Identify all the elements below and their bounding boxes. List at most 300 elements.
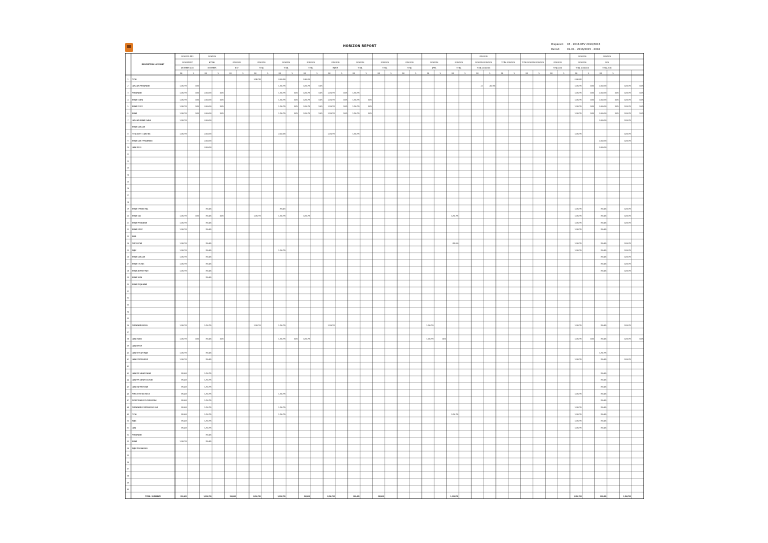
row-number: 21 (127, 223, 129, 225)
group-header-bottom: TOTAL (259, 68, 264, 70)
row-number: 37 (127, 332, 129, 334)
row-number: 34 (127, 312, 129, 314)
cell-value: 390,405 (205, 339, 212, 341)
cell-value: 390,405 (600, 421, 607, 423)
sub-header: % (513, 73, 516, 75)
company-logo (125, 43, 133, 52)
row-number: 4 (127, 100, 129, 102)
row-number: 54 (127, 449, 129, 451)
cell-value: 390,405 (205, 257, 212, 259)
spreadsheet-svg (125, 53, 644, 499)
cell-value: 1,256,795 (179, 264, 187, 266)
row-label: BEBAN (132, 113, 138, 115)
cell-value: 100% (367, 113, 372, 115)
cell-value: 1,256,795 (352, 113, 360, 115)
cell-value: 1,256,795 (623, 243, 632, 245)
cell-value: 1,256,795 (179, 243, 187, 245)
cell-value: 390,405 (205, 264, 212, 266)
row-label: KEPENTINGAN NON PENGENDALI (132, 401, 157, 403)
row-number: 12 (127, 161, 129, 163)
cell-value: 1,256,795 (179, 134, 187, 136)
cell-value: 1,256,795 (179, 442, 187, 444)
row-label: PAJAK (132, 421, 137, 423)
cell-value: 1,256,795 (574, 428, 582, 430)
sub-header: IDR (352, 73, 356, 75)
cell-value: 1,256,795 (574, 421, 582, 423)
cell-value: 2,060,090 (204, 134, 212, 136)
cell-value: 1,256,795 (179, 223, 187, 225)
cell-value: 1,256,795 (179, 120, 187, 122)
group-header-bottom: TOTAL 2016 (553, 68, 563, 70)
cell-value: 1,256,795 (451, 216, 459, 218)
row-label: PENDAPATAN (132, 93, 142, 95)
cell-value: 2,060,090 (599, 86, 607, 88)
cell-value: 1,256,795 (179, 360, 187, 362)
cell-value: 1,256,795 (327, 325, 335, 327)
row-number: 35 (127, 319, 129, 321)
cell-value: 100% (219, 100, 224, 102)
row-label: BEBAN POKOK (132, 107, 143, 109)
cell-value: 1,256,795 (303, 86, 311, 88)
group-header-mid: TOTAL 2016/2016/2016/2016 (521, 63, 544, 64)
row-label: LABA PER SAHAM DASAR (132, 373, 151, 375)
cell-value: 1,256,795 (426, 325, 434, 327)
row-label: BEBAN LAIN / PENDAPATAN (132, 141, 153, 143)
cell-value: 1,256,795 (623, 107, 632, 109)
meta-key: Prepared: (551, 43, 564, 46)
cell-value: 100% (614, 93, 619, 95)
cell-value: 1,256,795 (179, 113, 187, 115)
group-header-mid: ACTUAL (209, 63, 215, 64)
cell-value: 1,256,795 (574, 394, 582, 396)
cell-value: 100% (343, 113, 348, 115)
cell-value: 1,256,795 (327, 100, 335, 102)
row-number: 29 (127, 278, 129, 280)
cell-value: 1,256,795 (623, 360, 632, 362)
totals-cell-value: 390,405 (229, 496, 237, 498)
group-header-mid: 2016/2016 (232, 63, 241, 64)
cell-value: 1,256,795 (574, 216, 582, 218)
cell-value: 2,060,090 (599, 148, 607, 150)
cell-value: 100% (195, 339, 200, 341)
sub-header: IDR (426, 73, 430, 75)
cell-value: 390,405 (600, 209, 607, 211)
group-header-mid: 2016 BUDGET (182, 63, 193, 64)
sub-header: % (291, 73, 293, 75)
row-label: BEBAN UMUM (132, 230, 143, 232)
cell-value: 1,256,795 (204, 414, 212, 416)
cell-value: 1,256,795 (623, 216, 632, 218)
cell-value: 100% (639, 339, 644, 341)
row-label: PENDAPATAN KOMPREHENSIF LAIN (132, 408, 158, 410)
totals-cell-value: 390,405 (353, 496, 360, 498)
row-number: 8 (127, 134, 129, 136)
row-label: BEBAN UTILITAS (132, 264, 145, 266)
spreadsheet-table (125, 53, 644, 499)
cell-value: 2,060,090 (204, 93, 212, 95)
cell-value: 1,256,795 (303, 100, 311, 102)
cell-value: 2,060,090 (204, 120, 212, 122)
report-title: HORIZON REPORT (343, 44, 377, 48)
cell-value: 2,060,090 (204, 148, 212, 150)
cell-value: 1,256,795 (352, 134, 360, 136)
cell-value: 1,256,795 (204, 394, 212, 396)
row-number: 39 (127, 346, 129, 348)
group-header-top: 2016/2016 (479, 57, 488, 59)
cell-value: 2,060,090 (599, 100, 607, 102)
row-label: BEBAN USAHA (132, 100, 143, 102)
row-number: 5 (127, 107, 129, 109)
sub-header: % (563, 73, 565, 75)
sub-header: IDR (180, 73, 183, 75)
cell-value: 2,060,090 (204, 141, 212, 143)
cell-value: 1,256,795 (327, 134, 335, 136)
cell-value: 1,256,795 (253, 216, 261, 218)
table-border (125, 53, 644, 499)
cell-value: 390,405 (600, 264, 607, 266)
cell-value: 1,256,795 (303, 113, 311, 115)
cell-value: 1,256,795 (599, 353, 607, 355)
row-label: BEBAN ADMINISTRASI (132, 271, 149, 273)
sub-header: IDR (229, 73, 232, 75)
cell-value: 1,256,795 (574, 107, 582, 109)
cell-value: 100% (639, 93, 644, 95)
row-number: 45 (127, 387, 129, 389)
row-label: LABA PER SAHAM DILUSIAN (132, 380, 153, 382)
row-label: BEBAN (132, 442, 138, 444)
sub-header: IDR (377, 73, 380, 75)
sub-header: % (612, 73, 614, 75)
row-number: 2 (127, 86, 129, 88)
cell-value: 390,405 (600, 250, 607, 252)
sub-header: % (439, 73, 441, 75)
cell-value: 390,405 (600, 230, 607, 232)
row-number: 11 (127, 155, 129, 157)
cell-value: 390,405 (180, 428, 187, 430)
cell-value: 1,256,795 (204, 401, 212, 403)
row-label: LABA KOMPREHENSIF (132, 360, 149, 362)
cell-value: 100% (343, 100, 348, 102)
row-number: 32 (127, 298, 129, 300)
cell-value: 100% (639, 100, 644, 102)
cell-value: 390,405 (600, 401, 607, 403)
cell-value: 2,060,090 (303, 79, 311, 81)
row-number: 16 (127, 189, 129, 191)
cell-value: 100% (219, 107, 224, 109)
row-label: LAIN-LAIN BEBAN USAHA (132, 120, 151, 122)
cell-value: 100% (318, 100, 323, 102)
cell-value: 390,405 (205, 278, 212, 280)
row-number: 36 (127, 325, 129, 327)
cell-value: 1,256,795 (179, 257, 187, 259)
group-header-mid: 2016/2016 (306, 63, 315, 64)
row-label: TOTAL (132, 414, 137, 416)
cell-value: 1,256,795 (179, 107, 187, 109)
group-header-top: 2016/2016 (207, 57, 217, 59)
row-number: 31 (127, 291, 129, 293)
cell-value: 1,256,795 (278, 100, 286, 102)
row-number: 30 (127, 284, 129, 286)
cell-value: 390,405 (600, 380, 607, 382)
row-label: BEBAN SEWA (132, 278, 142, 280)
cell-value: 390,405 (600, 325, 607, 327)
cell-value: 1,256,795 (303, 107, 311, 109)
row-number: 59 (127, 483, 129, 485)
cell-value: 285,000 (452, 243, 459, 245)
meta-row-period (551, 48, 600, 53)
totals-cell-value: 1,256,795 (573, 496, 582, 498)
cell-value: 100% (614, 107, 619, 109)
cell-value: 1,256,795 (352, 100, 360, 102)
group-header-bottom: DECEMBER 2015 (180, 68, 194, 70)
row-number: 9 (127, 141, 129, 143)
cell-value: 1,256,795 (278, 394, 286, 396)
row-label: LABA SETELAH PAJAK (132, 353, 148, 355)
meta-key: Period: (551, 47, 560, 51)
cell-value: 100% (614, 100, 619, 102)
row-label: PENDAPATAN (132, 435, 142, 437)
cell-value: 1,256,795 (574, 243, 582, 245)
cell-value: 100% (590, 113, 595, 115)
cell-value: 1,256,795 (303, 93, 311, 95)
sub-header: % (341, 73, 343, 75)
cell-value: 390,405 (180, 380, 187, 382)
group-header-mid: TOTAL 2016/2016 (501, 63, 515, 64)
row-number: 19 (127, 209, 129, 211)
group-header-mid: 2016/2016 (578, 63, 587, 64)
group-header-bottom: TOTAL (456, 68, 462, 70)
group-header-bottom: TOTAL 2016/2016 (476, 68, 491, 70)
sub-header: IDR (525, 73, 528, 75)
group-header-bottom: TOTAL 2016 (602, 68, 612, 70)
cell-value: 1,256,795 (278, 216, 286, 218)
cell-value: 2,060,090 (204, 113, 212, 115)
row-number: 17 (127, 196, 129, 198)
cell-value: 390,405 (600, 428, 607, 430)
cell-value: 1,256,795 (179, 339, 187, 341)
cell-value: 100% (293, 93, 298, 95)
cell-value: 1,256,795 (574, 360, 582, 362)
totals-cell-value: 390,405 (600, 496, 607, 498)
cell-value: 100% (639, 113, 644, 115)
cell-value: 1,256,795 (179, 216, 187, 218)
cell-value: 390,405 (279, 209, 286, 211)
row-number: 53 (127, 442, 129, 444)
cell-value: 1,256,795 (451, 414, 459, 416)
cell-value: 100% (590, 100, 595, 102)
totals-cell-value: 1,256,795 (623, 496, 632, 498)
cell-value: 1,256,795 (179, 86, 187, 88)
cell-value: 1,256,795 (204, 380, 212, 382)
cell-value: 1,256,795 (574, 86, 582, 88)
group-header-mid: 2016/2016 (454, 63, 463, 64)
cell-value: 1,256,795 (179, 325, 187, 327)
row-number: 13 (127, 168, 129, 170)
group-header-mid: 2016/2016 (430, 63, 439, 64)
cell-value: 2,060,090 (574, 79, 582, 81)
sub-header: % (390, 73, 392, 75)
cell-value: 390,405 (600, 216, 607, 218)
row-number: 49 (127, 414, 129, 416)
cell-value: 390,405 (600, 243, 607, 245)
row-label: LABA BERSIH (132, 346, 142, 348)
cell-value: 1,256,795 (623, 113, 632, 115)
group-header-top: 2016/2016 (578, 57, 587, 59)
row-label: BEBAN LAIN-LAIN (132, 257, 146, 259)
cell-value: 2,060,090 (599, 107, 607, 109)
cell-value: 1,256,795 (204, 408, 212, 410)
cell-value: 390,405 (180, 401, 187, 403)
cell-value: 2,060,090 (599, 141, 607, 143)
cell-value: 1,256,795 (574, 230, 582, 232)
cell-value: 100% (219, 216, 224, 218)
row-number: 25 (127, 250, 129, 252)
cell-value: 1,256,795 (278, 339, 286, 341)
meta-value: 03 · 2016 REV 2016/3015 (567, 43, 601, 46)
cell-value: 390,405 (600, 271, 607, 273)
row-number: 42 (127, 367, 129, 369)
group-header-bottom: TOTAL (308, 68, 314, 70)
totals-cell-value: 1,256,795 (277, 496, 286, 498)
cell-value: 2,060,090 (599, 120, 607, 122)
cell-value: 1,256,795 (574, 93, 582, 95)
cell-value: 390,405 (205, 243, 212, 245)
cell-value: 2,060,090 (278, 79, 286, 81)
row-number: 48 (127, 408, 129, 410)
sub-header: IDR (303, 73, 306, 75)
row-number: 60 (127, 490, 129, 492)
cell-value: 1,256,795 (204, 421, 212, 423)
row-label: BEBAN PERJALANAN (132, 284, 148, 286)
row-number: 58 (127, 476, 129, 478)
sub-header: IDR (278, 73, 282, 75)
row-number: 56 (127, 462, 129, 464)
report-meta (551, 43, 600, 52)
totals-cell-value: 390,405 (180, 496, 187, 498)
group-header-mid: 2016/2016 (282, 63, 291, 64)
sub-header: % (242, 73, 244, 75)
cell-value: 100% (293, 339, 298, 341)
cell-value: 1,256,795 (574, 339, 582, 341)
cell-value: 100% (318, 113, 323, 115)
row-number: 20 (127, 216, 129, 218)
row-number: 24 (127, 243, 129, 245)
cell-value: 1,256,795 (327, 107, 335, 109)
row-number: 1 (127, 79, 129, 81)
cell-value: 1,256,795 (179, 100, 187, 102)
cell-value: 100% (293, 113, 298, 115)
totals-cell-value: 390,405 (303, 496, 311, 498)
cell-value: 390,405 (205, 230, 212, 232)
cell-value: 100% (293, 107, 298, 109)
cell-value: 1,256,795 (179, 250, 187, 252)
cell-value: 1,256,795 (204, 325, 212, 327)
row-number: 55 (127, 455, 129, 457)
sub-header: IDR (476, 73, 479, 75)
row-number: 7 (127, 120, 129, 122)
cell-value: 1,256,795 (623, 264, 632, 266)
cell-value: 100% (639, 107, 644, 109)
row-label: LABA (132, 428, 136, 430)
cell-value: 100% (367, 107, 372, 109)
cell-value: 100% (195, 107, 200, 109)
row-label: PENYUSUTAN (132, 243, 142, 245)
cell-value: 1,256,795 (623, 271, 632, 273)
sub-header: IDR (402, 73, 405, 75)
cell-value: 1,256,795 (623, 120, 632, 122)
group-header-bottom: TOTAL (357, 68, 363, 70)
group-header-bottom: NOV (235, 68, 239, 70)
sub-header: % (538, 73, 540, 75)
row-number: 14 (127, 175, 129, 177)
row-number: 38 (127, 339, 129, 341)
cell-value: 390,405 (600, 408, 607, 410)
cell-value: 1,256,795 (623, 209, 632, 211)
cell-value: 2,060,090 (599, 113, 607, 115)
cell-value: 1,256,795 (574, 223, 582, 225)
row-number: 28 (127, 271, 129, 273)
cell-value: 100% (590, 93, 595, 95)
sub-header: IDR (574, 73, 578, 75)
cell-value: 100% (195, 216, 200, 218)
cell-value: 100% (318, 93, 323, 95)
sub-header: IDR (328, 73, 331, 75)
cell-value: 1,256,795 (623, 141, 632, 143)
group-header-mid: 2016 (605, 63, 609, 64)
cell-value: 1,256,795 (623, 100, 632, 102)
totals-cell-value: 1,256,795 (327, 496, 335, 498)
row-number: 47 (127, 401, 129, 403)
cell-value: 1,256,795 (278, 325, 286, 327)
row-label: TOTAL (132, 79, 137, 81)
cell-value: 1,256,795 (623, 250, 632, 252)
sub-header: IDR (204, 73, 208, 75)
cell-value: 1,256,795 (179, 353, 187, 355)
totals-label: TOTAL / SUMMARY (145, 496, 161, 498)
cell-value: 1,256,795 (623, 86, 632, 88)
cell-value: 100% (195, 93, 200, 95)
cell-value: 1,256,795 (574, 414, 582, 416)
cell-value: 390,405 (600, 223, 607, 225)
row-label: LABA (RUGI) (132, 148, 142, 150)
cell-value: 2,060,090 (278, 134, 286, 136)
cell-value: 1,256,795 (278, 93, 286, 95)
group-header-mid: 2016/2016 (405, 63, 414, 64)
cell-value: 1,256,795 (623, 134, 632, 136)
row-label: PEMILIK ENTITAS INDUK (132, 394, 150, 396)
row-number: 3 (127, 93, 129, 95)
sub-header: % (489, 73, 491, 75)
cell-value: 1,256,795 (278, 408, 286, 410)
cell-value: 100% (219, 93, 224, 95)
cell-value: 1,256,795 (426, 339, 434, 341)
sub-header: IDR (500, 73, 504, 75)
cell-value: 1,256,795 (278, 414, 286, 416)
cell-value: 390,405 (600, 387, 607, 389)
sub-header: IDR (599, 73, 602, 75)
cell-value: 1,256,795 (352, 93, 360, 95)
cell-value: 100% (219, 113, 224, 115)
row-number: 10 (127, 148, 129, 150)
group-header-bottom: TOTAL (382, 68, 388, 70)
row-number: 52 (127, 435, 129, 437)
row-number: 46 (127, 394, 129, 396)
cell-value: 1,256,795 (179, 93, 187, 95)
cell-value: 1,256,795 (204, 428, 212, 430)
cell-value: 1,256,795 (574, 113, 582, 115)
cell-value: 1,256,795 (179, 271, 187, 273)
cell-value: 390,405 (180, 394, 187, 396)
